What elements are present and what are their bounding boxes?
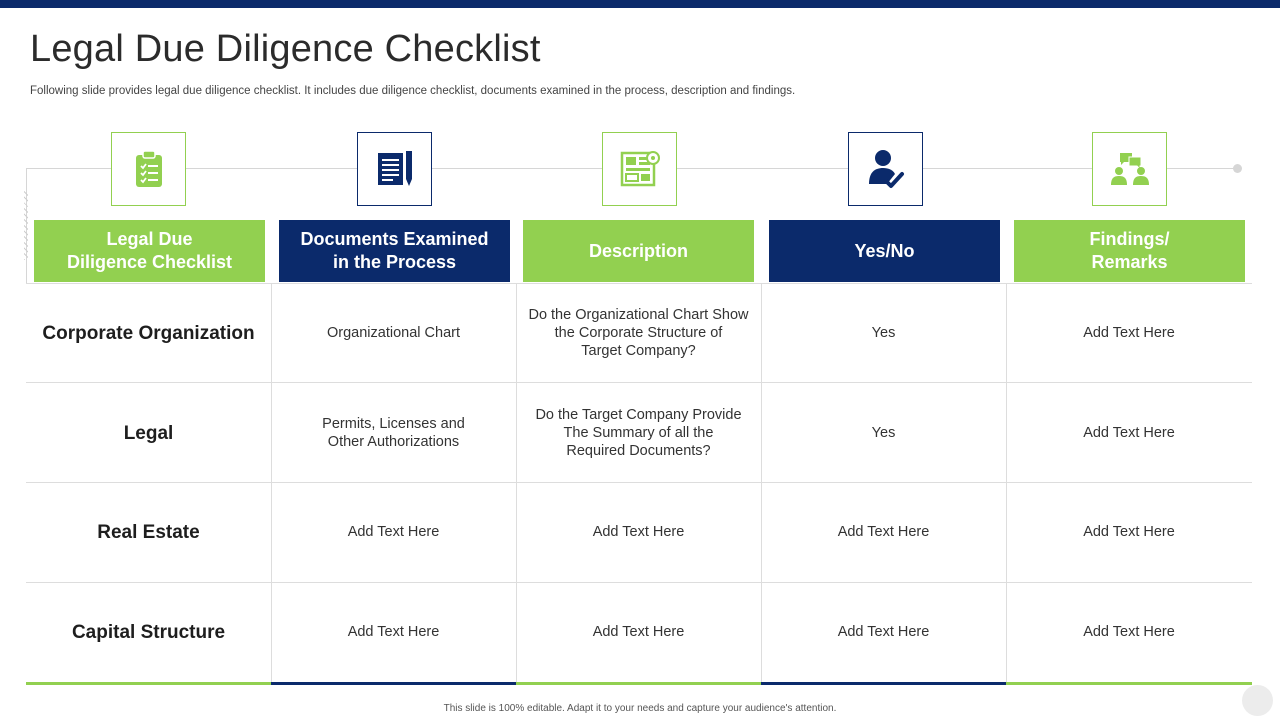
table-cell: Yes bbox=[871, 425, 896, 441]
corner-decoration bbox=[1242, 685, 1273, 716]
bottom-accent-line bbox=[1006, 682, 1252, 685]
slide-subtitle: Following slide provides legal due diligence checklist. It includes due diligence checklist, documents examined in the process, description and findings. bbox=[30, 85, 796, 97]
bottom-accent-line bbox=[516, 682, 761, 685]
table-cell: Add Text Here bbox=[1083, 425, 1175, 441]
table-cell: Add Text Here bbox=[347, 624, 440, 640]
column-header-yes-no: Yes/No bbox=[769, 220, 1000, 282]
clipboard-checklist-icon bbox=[134, 150, 164, 188]
table-cell: Add Text Here bbox=[347, 524, 440, 540]
row-label-corporate-organization: Corporate Organization bbox=[42, 322, 255, 344]
table-cell: Add Text Here bbox=[592, 524, 685, 540]
bottom-accent-line bbox=[761, 682, 1006, 685]
slide-footer-note: This slide is 100% editable. Adapt it to your needs and capture your audience's attention. bbox=[443, 703, 837, 714]
decorative-hatch bbox=[24, 190, 28, 260]
table-cell: Yes bbox=[871, 325, 896, 341]
slide-title: Legal Due Diligence Checklist bbox=[30, 28, 541, 70]
table-cell: Add Text Here bbox=[1083, 624, 1175, 640]
table-cell: Add Text Here bbox=[1083, 325, 1175, 341]
document-pen-icon bbox=[375, 149, 415, 189]
icon-box-description bbox=[602, 132, 677, 206]
column-header-description: Description bbox=[523, 220, 754, 282]
icon-box-yes-no bbox=[848, 132, 923, 206]
column-header-documents: Documents Examined in the Process bbox=[279, 220, 510, 282]
table-cell: Add Text Here bbox=[837, 624, 930, 640]
table-cell: Add Text Here bbox=[592, 624, 685, 640]
column-header-findings: Findings/ Remarks bbox=[1014, 220, 1245, 282]
table-cell: Add Text Here bbox=[1083, 524, 1175, 540]
top-accent-bar bbox=[0, 0, 1280, 8]
checklist-table bbox=[26, 283, 1252, 683]
icon-box-findings bbox=[1092, 132, 1167, 206]
table-cell: Add Text Here bbox=[837, 524, 930, 540]
table-cell: Permits, Licenses and Other Authorizations bbox=[322, 416, 465, 450]
team-discussion-icon bbox=[1110, 151, 1150, 187]
user-check-icon bbox=[867, 148, 905, 190]
icon-box-checklist bbox=[111, 132, 186, 206]
row-label-real-estate: Real Estate bbox=[97, 521, 200, 543]
table-cell: Organizational Chart bbox=[327, 325, 460, 341]
table-cell: Do the Organizational Chart Show the Corporate Structure of Target Company? bbox=[528, 307, 749, 359]
table-cell: Do the Target Company Provide The Summary of all the Required Documents? bbox=[535, 407, 742, 459]
connector-end-dot bbox=[1233, 164, 1242, 173]
bottom-accent-line bbox=[271, 682, 516, 685]
row-label-legal: Legal bbox=[123, 422, 174, 444]
icon-box-documents bbox=[357, 132, 432, 206]
bottom-accent-line bbox=[26, 682, 271, 685]
row-label-capital-structure: Capital Structure bbox=[71, 621, 226, 643]
column-header-checklist: Legal Due Diligence Checklist bbox=[34, 220, 265, 282]
blueprint-document-icon bbox=[620, 150, 660, 188]
